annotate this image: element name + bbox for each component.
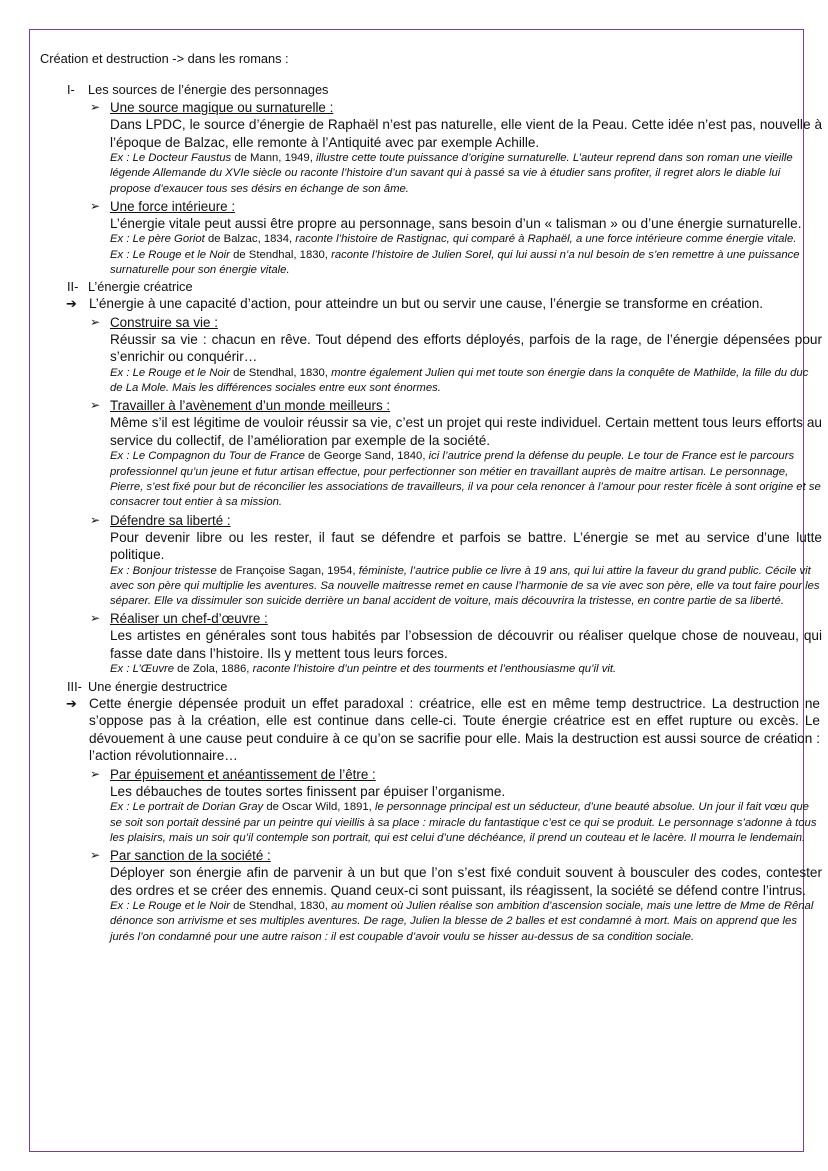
example-text: raconte l’histoire d’un peintre et des tourments et l’enthousiasme qu’il vit. <box>252 663 617 676</box>
example-text: raconte l’histoire de Julien Sorel, qui lui aussi n’a nul besoin de s’en remettre à une puissance surnaturelle pour son énergie vitale. <box>110 248 800 276</box>
subsection-heading: Par épuisement et anéantissement de l’être : <box>110 766 376 782</box>
subsection <box>40 847 820 945</box>
example-title: Ex : Le Rouge et le Noir <box>110 248 230 261</box>
example <box>110 449 822 510</box>
part-title: Les sources de l’énergie des personnages <box>88 82 329 97</box>
arrowhead-bullet-icon: ➢ <box>90 848 101 863</box>
example <box>110 662 822 677</box>
example-author: de Mann, 1949, <box>231 152 316 164</box>
subsection-body: L’énergie vitale peut aussi être propre au personnage, sans besoin d’un « talisman » ou d’une énergie surnaturelle. <box>110 215 802 231</box>
subsection <box>40 198 820 278</box>
part-title: Une énergie destructrice <box>88 678 228 694</box>
example-title: Ex : Le père Goriot <box>110 233 205 246</box>
document-title: Création et destruction -> dans les romans : <box>40 51 289 66</box>
arrow-bullet-icon: ➔ <box>66 695 77 711</box>
arrowhead-bullet-icon: ➢ <box>90 611 101 626</box>
part-number: III- <box>67 678 82 694</box>
arrowhead-bullet-icon: ➢ <box>90 766 101 781</box>
example-title: Ex : L’Œuvre <box>110 663 175 676</box>
example-title: Ex : Bonjour tristesse <box>110 564 217 577</box>
arrowhead-bullet-icon: ➢ <box>90 398 101 413</box>
arrowhead-bullet-icon: ➢ <box>90 314 101 329</box>
subsection-heading: Défendre sa liberté : <box>110 512 231 528</box>
arrowhead-bullet-icon: ➢ <box>90 512 101 527</box>
arrow-bullet-icon: ➔ <box>66 296 77 312</box>
part-intro-text: Cette énergie dépensée produit un effet paradoxal : créatrice, elle est en même temp destructrice. La destruction ne s’oppose pas à la création, elle est continue dans celle-ci. Toute énergie créatrice est en effet rupture ou excès. Le dévouement à une cause peut conduire à ce qu’on se sacrifie pour elle. Mais la destruction est aussi source de création : l’action révolutionnaire… <box>89 695 820 764</box>
subsection-heading: Une source magique ou surnaturelle : <box>110 100 334 115</box>
subsection-body: Réussir sa vie : chacun en rêve. Tout dépend des efforts déployés, parfois de la rage, de l’énergie dépensées pour s’enrichir ou conquérir… <box>110 331 822 365</box>
example-text: illustre cette toute puissance d’origine surnaturelle. L’auteur reprend dans son roman une vieille légende Allemande du XVIe siècle ou raconte l’histoire d’un savant qui à passé sa vie à étudier sans profiter, il regret alors le diable lui propose d’exaucer tous ses désirs en échange de son âme. <box>110 152 793 195</box>
part-number: II- <box>67 279 79 295</box>
example <box>110 151 822 197</box>
document-body <box>40 50 820 945</box>
part-title: L’énergie créatrice <box>88 279 193 295</box>
parts-container <box>40 81 820 945</box>
example-author: de George Sand, 1840, <box>304 450 429 463</box>
subsection-body: Les artistes en générales sont tous habités par l’obsession de découvrir ou réaliser quelque chose de nouveau, qui fasse date dans l’histoire. Ils y mettent tous leurs forces. <box>110 628 822 661</box>
example-title: Ex : Le Rouge et le Noir <box>110 900 230 913</box>
subsection-body: Dans LPDC, le source d’énergie de Raphaël n’est pas naturelle, elle vient de la Peau. Cette idée n’est pas, nouvelle à l’époque de Balzac, elle remonte à l’Antiquité avec par exemple Achille. <box>110 117 822 150</box>
example-text: féministe, l’autrice publie ce livre à 19 ans, qui lui attire la faveur du grand public. Cécile vit avec son père qui multiplie les aventures. Sa nouvelle maitresse remet en cause l’harmonie de sa vie avec son père, elle va tout faire pour les séparer. Elle va dissimuler son suicide derrière un banal accident de voiture, mais découvrira la tristesse, en contre partie de sa liberté. <box>110 564 820 608</box>
example-title: Ex : Le Docteur Faustus <box>110 152 232 164</box>
subsection <box>40 766 820 846</box>
example-text: ici l’autrice prend la défense du peuple. Le tour de France est le parcours professionnel qu’un jeune et futur artisan effectue, pour perfectionner son métier en travaillant auprès de maitre artisan. Le personnage, Pierre, s’est fixé pour but de réconcilier les associations de travailleurs, il va pour cela renoncer à l’amour pour rester ficèle à sont origine et se consacrer tout entier à sa mission. <box>110 450 821 509</box>
subsection-body: Les débauches de toutes sortes finissent par épuiser l’organisme. <box>110 783 506 799</box>
example-text: au moment où Julien réalise son ambition d’ascension sociale, mais une lettre de Mme de Rênal dénonce son arrivisme et ses multiples aventures. De rage, Julien la blesse de 2 balles et est condamné à mort. Mais on apprend que les jurés l’on condamné pour une autre raison : il est coupable d’avoir voulu se hisser au-dessus de sa condition sociale. <box>110 900 814 943</box>
example-author: de Balzac, 1834, <box>204 233 296 246</box>
arrowhead-bullet-icon: ➢ <box>90 100 101 114</box>
subsection <box>40 512 820 610</box>
subsection-heading: Construire sa vie : <box>110 314 218 330</box>
part-heading <box>40 278 820 295</box>
subsection-body: Pour devenir libre ou les rester, il faut se défendre et parfois se battre. L’énergie se met au service d’une lutte politique. <box>110 529 822 563</box>
arrowhead-bullet-icon: ➢ <box>90 198 101 213</box>
part-number: I- <box>67 82 75 97</box>
part-intro-text: L’énergie à une capacité d’action, pour atteindre un but ou servir une cause, l’énergie se transforme en création. <box>89 296 764 312</box>
example-author: de Stendhal, 1830, <box>229 248 332 261</box>
part-heading <box>40 678 820 695</box>
example <box>110 232 822 247</box>
subsection <box>40 99 820 197</box>
part-intro <box>40 295 820 313</box>
subsection-heading: Une force intérieure : <box>110 198 236 214</box>
subsection <box>40 397 820 510</box>
example-title: Ex : Le Rouge et le Noir <box>110 366 230 379</box>
example-title: Ex : Le Compagnon du Tour de France <box>110 450 305 463</box>
example-text: raconte l’histoire de Rastignac, qui comparé à Raphaël, a une force intérieure comme énergie vitale. <box>295 233 797 246</box>
example <box>110 564 822 610</box>
example-title: Ex : Le portrait de Dorian Gray <box>110 801 264 814</box>
example-author: de Stendhal, 1830, <box>229 366 332 379</box>
example-author: de Oscar Wild, 1891, <box>263 801 375 814</box>
example-author: de Françoise Sagan, 1954, <box>216 564 359 577</box>
example-author: de Stendhal, 1830, <box>229 900 332 913</box>
example <box>110 899 822 945</box>
part-heading <box>40 81 820 98</box>
subsection-body: Déployer son énergie afin de parvenir à un but que l’on s’est fixé conduit souvent à bousculer des codes, contester des ordres et se créer des ennemis. Quand ceux-ci sont puissant, ils réagissent, la société se défend contre l’intrus. <box>110 865 822 898</box>
example-author: de Zola, 1886, <box>174 663 253 676</box>
part-intro <box>40 695 820 765</box>
subsection <box>40 314 820 397</box>
example <box>110 366 822 397</box>
subsection-heading: Réaliser un chef-d’œuvre : <box>110 611 268 627</box>
subsection-heading: Par sanction de la société : <box>110 848 271 864</box>
example-text: montre également Julien qui met toute son énergie dans la conquête de Mathilde, la fille du duc de La Mole. Mais les différences sociales entre eux sont énormes. <box>110 366 809 395</box>
subsection-heading: Travailler à l’avènement d’un monde meilleurs : <box>110 398 391 414</box>
subsection <box>40 610 820 677</box>
example <box>110 248 822 279</box>
example <box>110 800 822 846</box>
example-text: le personnage principal est un séducteur, d’une beauté absolue. Un jour il fait vœu que se soit son portait dessiné par un peintre qui vieillis à sa place : miracle du fantastique c’est ce qui se produit. Le personnage s’adonne à tous les plaisirs, mais un soir qu’il contemple son portrait, qui est celui d’une déchéance, il prend un couteau et le lacère. Il mourra le lendemain. <box>110 801 817 844</box>
subsection-body: Même s’il est légitime de vouloir réussir sa vie, c’est un projet qui reste individuel. Certain mettent tous leurs efforts au service du collectif, de l’amélioration par exemple de la société. <box>110 415 822 448</box>
